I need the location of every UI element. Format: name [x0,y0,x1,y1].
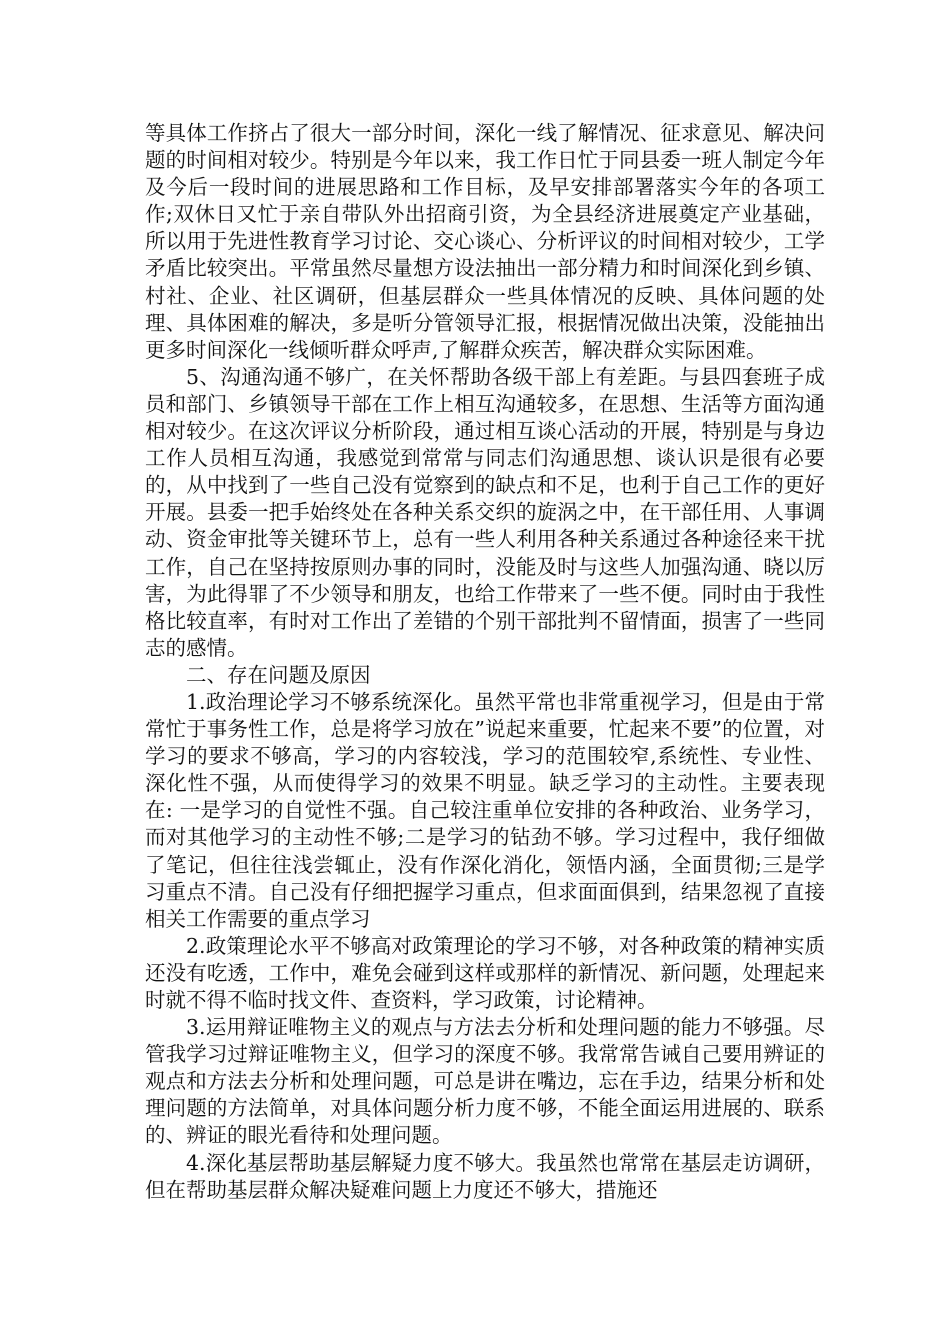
paragraph-2: 5、沟通沟通不够广，在关怀帮助各级干部上有差距。与县四套班子成员和部门、乡镇领导干部在工作上相互沟通较多，在思想、生活等方面沟通相对较少。在这次评议分析阶段，通过相互谈心活动的开展，特别是与身边工作人员相互沟通，我感觉到常常与同志们沟通思想、谈认识是很有必要的，从中找到了一些自己没有觉察到的缺点和不足，也利于自己工作的更好开展。县委一把手始终处在各种关系交织的旋涡之中，在干部任用、人事调动、资金审批等关键环节上，总有一些人利用各种关系通过各种途径来干扰工作，自己在坚持按原则办事的同时，没能及时与这些人加强沟通、晓以厉害，为此得罪了不少领导和朋友，也给工作带来了一些不便。同时由于我性格比较直率，有时对工作出了差错的个别干部批判不留情面，损害了一些同志的感情。 [145,364,825,660]
paragraph-4: 2.政策理论水平不够高对政策理论的学习不够，对各种政策的精神实质还没有吃透，工作中，难免会碰到这样或那样的新情况、新问题，处理起来时就不得不临时找文件、查资料，学习政策，讨论精神。 [145,933,825,1012]
document-body [145,120,825,1204]
paragraph-3: 1.政治理论学习不够系统深化。虽然平常也非常重视学习，但是由于常常忙于事务性工作，总是将学习放在”说起来重要，忙起来不要”的位置，对学习的要求不够高，学习的内容较浅，学习的范围较窄,系统性、专业性、深化性不强，从而使得学习的效果不明显。缺乏学习的主动性。主要表现在: 一是学习的自觉性不强。自己较注重单位安排的各种政治、业务学习，而对其他学习的主动性不够;二是学习的钻劲不够。学习过程中，我仔细做了笔记，但往往浅尝辄止，没有作深化消化，领悟内涵，全面贯彻;三是学习重点不清。自己没有仔细把握学习重点，但求面面俱到，结果忽视了直接相关工作需要的重点学习 [145,689,825,931]
paragraph-5: 3.运用辩证唯物主义的观点与方法去分析和处理问题的能力不够强。尽管我学习过辩证唯物主义，但学习的深度不够。我常常告诫自己要用辨证的观点和方法去分析和处理问题，可总是讲在嘴边，忘在手边，结果分析和处理问题的方法简单，对具体问题分析力度不够，不能全面运用进展的、联系的、辨证的眼光看待和处理问题。 [145,1015,825,1148]
paragraph-6: 4.深化基层帮助基层解疑力度不够大。我虽然也常常在基层走访调研，但在帮助基层群众解决疑难问题上力度还不够大，措施还 [145,1150,825,1202]
section-heading: 二、存在问题及原因 [186,662,371,687]
paragraph-1: 等具体工作挤占了很大一部分时间，深化一线了解情况、征求意见、解决问题的时间相对较少。特别是今年以来，我工作日忙于同县委一班人制定今年及今后一段时间的进展思路和工作目标，及早安排部署落实今年的各项工作;双休日又忙于亲自带队外出招商引资，为全县经济进展奠定产业基础，所以用于先进性教育学习讨论、交心谈心、分析评议的时间相对较少，工学矛盾比较突出。平常虽然尽量想方设法抽出一部分精力和时间深化到乡镇、村社、企业、社区调研，但基层群众一些具体情况的反映、具体问题的处理、具体困难的解决，多是听分管领导汇报，根据情况做出决策，没能抽出更多时间深化一线倾听群众呼声,了解群众疾苦，解决群众实际困难。 [145,121,825,362]
